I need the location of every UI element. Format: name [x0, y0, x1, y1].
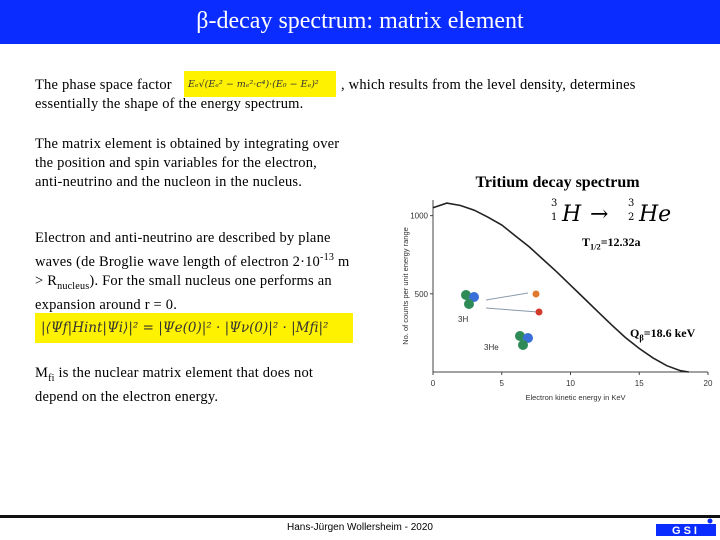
reaction-left-mass: 3	[551, 198, 558, 209]
tritium-spectrum-chart	[398, 190, 720, 410]
mfi-subscript: fi	[48, 372, 55, 384]
mfi-text: is the nuclear matrix element that does not depend on the electron energy.	[35, 365, 314, 405]
he3-label: 3He	[484, 343, 499, 352]
x-axis-label: Electron kinetic energy in KeV	[525, 393, 626, 402]
mfi-symbol: M	[35, 365, 49, 381]
phase-space-line2: essentially the shape of the energy spectrum.	[35, 96, 304, 112]
q-value-label	[630, 326, 695, 342]
q-sub: β	[639, 333, 644, 343]
q-symbol: Q	[630, 326, 640, 340]
plane-wave-paragraph	[35, 229, 355, 315]
antineutrino-dot	[536, 309, 543, 316]
x-tick-label: 5	[499, 379, 504, 388]
mfi-paragraph	[35, 364, 345, 407]
reaction-left-z: 1	[551, 212, 558, 223]
page-title: β-decay spectrum: matrix element	[196, 8, 524, 34]
reaction-arrow: →	[590, 202, 609, 227]
neutron-dot	[518, 340, 528, 350]
plane-wave-exponent: -13	[320, 252, 335, 263]
x-tick-label: 10	[566, 379, 575, 388]
reaction-right-z: 2	[628, 212, 635, 223]
footer-author: Hans-Jürgen Wollersheim - 2020	[287, 522, 433, 533]
chart-title: Tritium decay spectrum	[450, 172, 665, 194]
x-tick-label: 0	[430, 379, 436, 388]
reaction-left-symbol: H	[562, 202, 582, 227]
gsi-logo	[656, 518, 716, 538]
plane-wave-text-c: ). For the small nucleus one performs an expansion around r = 0.	[35, 272, 332, 313]
reaction-right-mass: 3	[628, 198, 635, 209]
h3-label: 3H	[458, 315, 469, 324]
electron-dot	[533, 291, 540, 298]
half-life-label	[582, 235, 641, 251]
matrix-element-formula	[35, 313, 353, 343]
y-axis-label: No. of counts per unit energy range	[401, 227, 410, 345]
q-value: =18.6 keV	[643, 326, 696, 340]
plane-wave-text-a: Electron and anti-neutrino are described by plane waves (de Broglie wave length of electron 2·10	[35, 230, 331, 270]
plane-wave-sub: nucleus	[57, 280, 90, 292]
y-tick-label: 1000	[410, 211, 428, 221]
x-tick-label: 20	[703, 379, 713, 388]
matrix-element-formula-text: |⟨Ψf|Hint|Ψi⟩|² = |Ψe(0)|² · |Ψν(0)|² · |Mfi|²	[41, 320, 329, 336]
footer-divider	[0, 515, 720, 518]
half-life-sub: 1/2	[590, 242, 601, 252]
phase-space-post: , which results from the level density, determines	[341, 77, 636, 93]
neutron-dot	[464, 299, 474, 309]
phase-space-pre: The phase space factor	[35, 77, 172, 93]
plane-wave-text-b: m > R	[35, 253, 350, 289]
svg-text:GSI: GSI	[672, 525, 700, 537]
x-tick-label: 15	[634, 379, 644, 388]
matrix-element-paragraph: The matrix element is obtained by integrating over the position and spin variables for the electron, anti-neutrino and the nucleon in the nucleus.	[35, 136, 340, 190]
phase-space-formula: Eₑ√(Eₑ² − mₑ²·c⁴)·(E₀ − Eₑ)²	[184, 71, 336, 97]
reaction-right-symbol: He	[639, 202, 672, 227]
y-tick-label: 500	[414, 289, 428, 299]
half-life-t: T	[582, 235, 591, 249]
phase-space-line1	[35, 76, 172, 95]
half-life-value: =12.32a	[600, 235, 641, 249]
